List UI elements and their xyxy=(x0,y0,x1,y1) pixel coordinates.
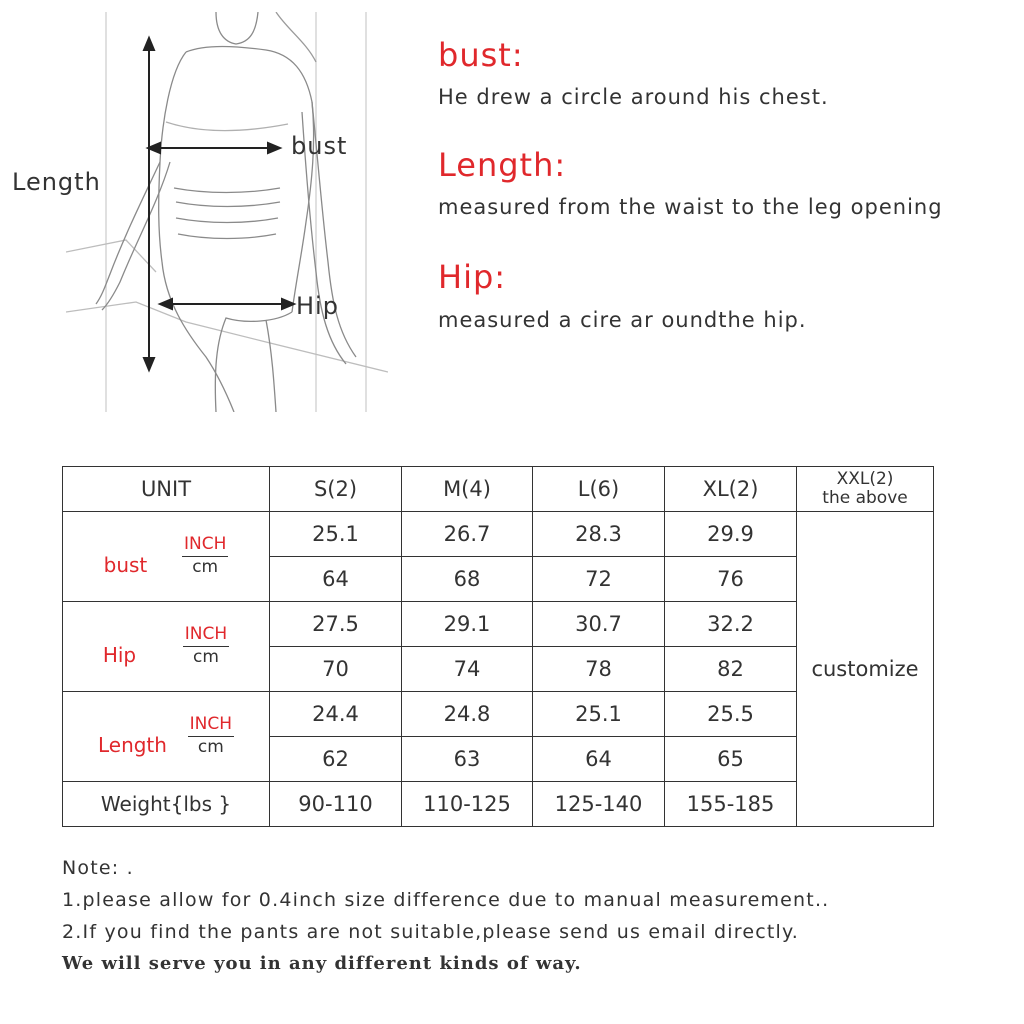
table-cell: 30.7 xyxy=(533,602,665,647)
hip-heading: Hip: xyxy=(438,258,507,296)
note-line-1: 1.please allow for 0.4inch size difference due to manual measurement.. xyxy=(62,889,830,911)
note-line-2: 2.If you find the pants are not suitable,please send us email directly. xyxy=(62,921,799,943)
row-label: bust xyxy=(103,552,148,577)
size-header: S(2) xyxy=(270,467,402,512)
model-sketch xyxy=(66,12,388,412)
cm-label: cm xyxy=(197,736,224,757)
table-cell: 62 xyxy=(270,737,402,782)
table-cell: 29.9 xyxy=(665,512,797,557)
note-line-3: We will serve you in any different kinds of way. xyxy=(62,953,582,974)
table-cell: 64 xyxy=(533,737,665,782)
table-cell: 64 xyxy=(270,557,402,602)
table-cell: 76 xyxy=(665,557,797,602)
table-cell: 155-185 xyxy=(665,782,797,827)
table-cell: 25.1 xyxy=(533,692,665,737)
table-cell: 70 xyxy=(270,647,402,692)
table-cell: 25.5 xyxy=(665,692,797,737)
table-cell: 82 xyxy=(665,647,797,692)
table-cell: 32.2 xyxy=(665,602,797,647)
table-cell: 26.7 xyxy=(402,512,533,557)
xxl-header xyxy=(797,467,934,512)
bust-figure-label: bust xyxy=(291,132,348,160)
table-cell: 24.4 xyxy=(270,692,402,737)
cm-label: cm xyxy=(193,646,219,667)
notes-block xyxy=(62,852,829,980)
customize-cell: customize xyxy=(797,512,934,827)
hip-row-label-cell xyxy=(63,602,270,692)
bust-row-label-cell xyxy=(63,512,270,602)
size-header: L(6) xyxy=(533,467,665,512)
xxl-header-line2: the above xyxy=(822,488,908,508)
cm-label: cm xyxy=(192,556,219,577)
table-cell: 90-110 xyxy=(270,782,402,827)
bust-description: He drew a circle around his chest. xyxy=(438,85,829,109)
bust-heading: bust: xyxy=(438,36,524,74)
table-cell: 125-140 xyxy=(533,782,665,827)
hip-description: measured a cire ar oundthe hip. xyxy=(438,308,807,332)
table-cell: 68 xyxy=(402,557,533,602)
unit-header: UNIT xyxy=(63,467,270,512)
table-row xyxy=(63,512,934,557)
hip-figure-label: Hip xyxy=(296,292,339,320)
xxl-header-line1: XXL(2) xyxy=(836,469,894,489)
table-cell: 78 xyxy=(533,647,665,692)
inch-label: INCH xyxy=(188,716,234,737)
table-cell: 27.5 xyxy=(270,602,402,647)
model-sketch-drawing xyxy=(66,12,388,412)
length-description: measured from the waist to the leg opening xyxy=(438,195,943,219)
table-cell: 29.1 xyxy=(402,602,533,647)
unit-pair xyxy=(188,716,234,757)
row-label: Length xyxy=(97,732,167,757)
inch-label: INCH xyxy=(183,626,229,647)
unit-pair xyxy=(182,536,228,577)
table-cell: 28.3 xyxy=(533,512,665,557)
table-cell: 24.8 xyxy=(402,692,533,737)
row-label: Hip xyxy=(102,642,137,667)
size-header: XL(2) xyxy=(665,467,797,512)
notes-title: Note: . xyxy=(62,857,134,879)
inch-label: INCH xyxy=(182,536,228,557)
table-cell: 72 xyxy=(533,557,665,602)
weight-label: Weight{lbs } xyxy=(63,782,270,827)
table-cell: 74 xyxy=(402,647,533,692)
size-header: M(4) xyxy=(402,467,533,512)
table-cell: 25.1 xyxy=(270,512,402,557)
unit-pair xyxy=(183,626,229,667)
length-figure-label: Length xyxy=(12,168,101,196)
table-cell: 65 xyxy=(665,737,797,782)
length-row-label-cell xyxy=(63,692,270,782)
size-chart-table xyxy=(62,466,934,827)
table-cell: 110-125 xyxy=(402,782,533,827)
length-heading: Length: xyxy=(438,146,567,184)
table-header-row xyxy=(63,467,934,512)
table-cell: 63 xyxy=(402,737,533,782)
